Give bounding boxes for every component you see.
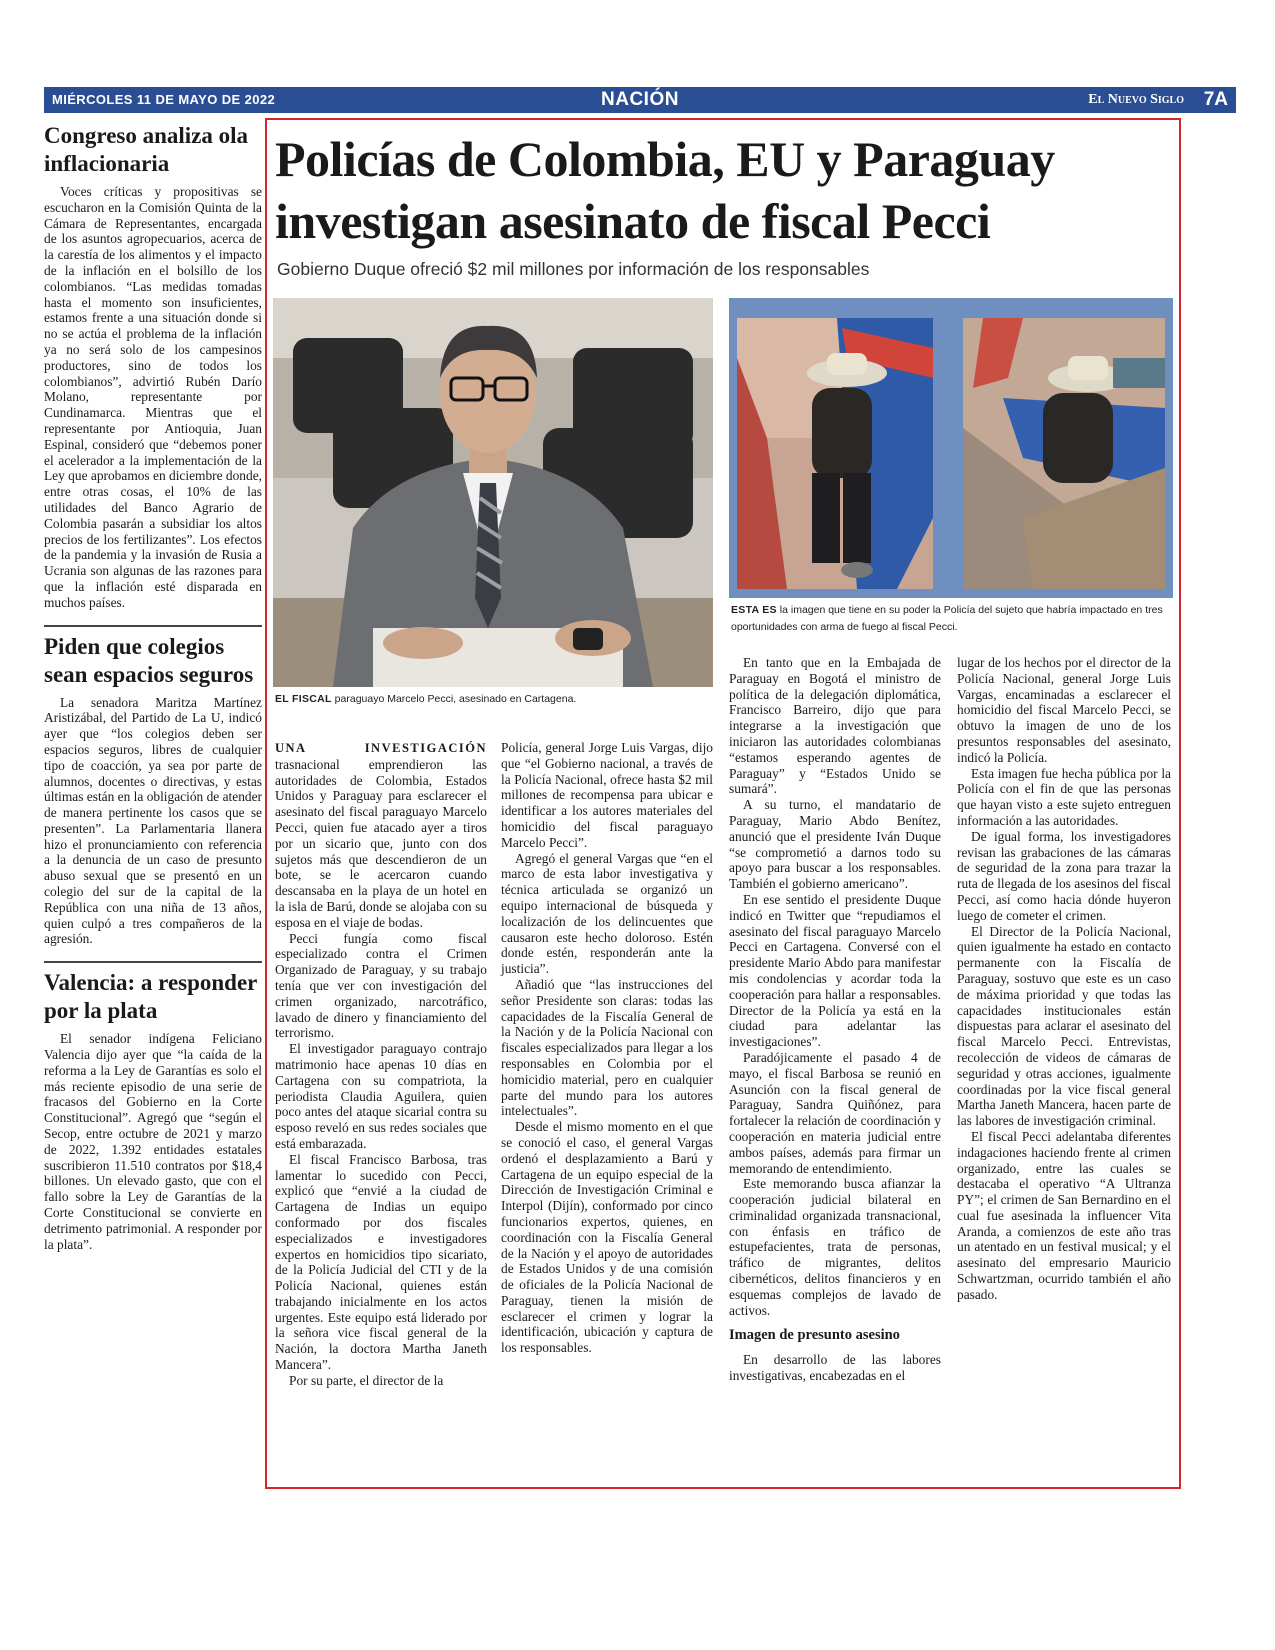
- page-header-bar: [44, 87, 1236, 113]
- article-paragraph: Añadió que “las instrucciones del señor Presidente son claras: todas las capacidades de la Fiscalía General de la Nación y de la Policía Nacional con fiscales especializados para llegar a los responsables en Colombia por el homicidio material, pero en cualquier parte del mundo para los autores intelectuales”.: [501, 976, 713, 1119]
- headline-line-2: investigan asesinato de fiscal Pecci: [275, 193, 991, 249]
- prosecutor-photo-caption: [275, 691, 715, 708]
- prosecutor-photo-illustration: [273, 298, 713, 687]
- article-paragraph: A su turno, el mandatario de Paraguay, Mario Abdo Benítez, anunció que el presidente Iván Duque “se comprometió a darnos todo su apoyo para buscar a los responsables. También el gobierno americano”.: [729, 797, 941, 892]
- article-column-2: [501, 740, 713, 1356]
- caption-text: la imagen que tiene en su poder la Policía del sujeto que habría impactado en tres oportunidades con arma de fuego al fiscal Pecci.: [731, 604, 1163, 633]
- lead-text: trasnacional emprendieron las autoridades de Colombia, Estados Unidos y Paraguay para esclarecer el asesinato del fiscal paraguayo Marcelo Pecci, quien fue atacado ayer a tiros por un sicario que, junto con dos sujetos más que descendieron de un bote, se le acercaron cuando descansaba en la playa de un hotel en la isla de Barú, donde se alojaba con su esposa en el viaje de bodas.: [275, 756, 487, 930]
- briefs-column: [44, 122, 262, 1258]
- article-paragraph: El fiscal Pecci adelantaba diferentes indagaciones haciendo frente al crimen organizado, entre las cuales se destacaba el operativo “A Ultranza PY”; el crimen de San Bernardino en el cual fue asesinada la influencer Vita Aranda, a comienzos de este año tras un atentado en un festival musical; y el asesinato del empresario Mauricio Schwartzman, ocurrido también el año pasado.: [957, 1128, 1171, 1302]
- brief-title: Congreso analiza ola inflacionaria: [44, 123, 249, 176]
- caption-kicker: ESTA ES: [731, 604, 777, 616]
- article-paragraph: El Director de la Policía Nacional, quien igualmente ha estado en contacto permanente con la Fiscalía de Paraguay, sostuvo que este es un caso de máxima prioridad y que todas las capacidades institucionales están dispuestas para aclarar el asesinato del fiscal Marcelo Pecci. Entrevistas, recolección de videos de cámaras de seguridad y otras acciones, igualmente coordinadas por la vice fiscal general Martha Janeth Mancera, hacen parte de las labores de investigación criminal.: [957, 923, 1171, 1129]
- article-paragraph: En ese sentido el presidente Duque indicó en Twitter que “repudiamos el asesinato del fiscal paraguayo Marcelo Pecci en Cartagena. Conversé con el presidente Mario Abdo para manifestar mis condolencias y acordar toda la cooperación para hallar a responsables. Director de la Policía ya está en la ciudad para adelantar las investigaciones”.: [729, 891, 941, 1050]
- article-paragraph: lugar de los hechos por el director de la Policía Nacional, general Jorge Luis Vargas, encaminadas a esclarecer el homicidio del fiscal Marcelo Pecci, se obtuvo la imagen de uno de los presuntos responsables del asesinato, indicó la Policía.: [957, 655, 1171, 765]
- article-paragraph: Paradójicamente el pasado 4 de mayo, el fiscal Barbosa se reunió en Asunción con la fiscal general de Paraguay, Sandra Quiñónez, para fortalecer la relación de coordinación y cooperación en materia judicial entre ambos países, además para firmar un memorando de entendimiento.: [729, 1049, 941, 1176]
- suspect-photos: [729, 298, 1173, 598]
- section-name: NACIÓN: [601, 89, 679, 110]
- brief-item: [44, 961, 262, 1258]
- brief-title: Valencia: a responder por la plata: [44, 970, 257, 1024]
- article-paragraph: Por su parte, el director de la: [289, 1372, 444, 1388]
- article-paragraph: En tanto que en la Embajada de Paraguay en Bogotá el ministro de política de la delegación diplomática, Francisco Barreiro, dijo que para integrarse a la investigación que iniciaron las autoridades colombianas “estamos esperando agentes de Paraguay” y “Estados Unido se sumará”.: [729, 655, 941, 797]
- brief-body: Voces críticas y propositivas se escucharon en la Comisión Quinta de la Cámara de Representantes, encargada de los asuntos agropecuarios, acerca de la carestía de los alimentos y el impacto de la inflación en el bolsillo de los colombianos. “Las medidas tomadas hasta el momento son insuficientes, estamos frente a una situación donde si no se actúa el problema de la inflación ya no será solo de los campesinos productores, sino de todos los colombianos”, advirtió Rubén Darío Molano, representante por Cundinamarca. Mientras que el representante por Antioquia, Juan Espinal, consideró que “debemos poner el acelerador a la implementación de la Ley que aprobamos en diciembre donde, entre otras cosas, el 10% de las utilidades del Banco Agrario de Colombia pasarán a subsidiar los altos precios de los fertilizantes”. Los efectos de la pandemia y la invasión de Rusia a Ucrania son algunas de las razones para que la inflación esté disparada en muchos países.: [44, 184, 262, 610]
- article-column-1: [275, 740, 487, 1389]
- headline-line-1: Policías de Colombia, EU y Paraguay: [275, 131, 1055, 187]
- article-column-4: [957, 655, 1171, 1303]
- prosecutor-photo: [273, 298, 713, 687]
- article-paragraph: Desde el mismo momento en el que se conoció el caso, el general Vargas ordenó el desplazamiento a Barú y Cartagena de un equipo especial de la Dirección de Investigación Criminal e Interpol (Dijín), conformado por cinco funcionarios expertos, quienes, en coordinación con la Fiscalía General de la Nación y el apoyo de autoridades de Estados Unidos y de una comisión de oficiales de la Policía Nacional de Paraguay, tienen la misión de esclarecer el crimen y lograr la identificación, ubicación y captura de los responsables.: [501, 1119, 713, 1356]
- page-number: 7A: [1203, 89, 1228, 110]
- article-paragraph: Esta imagen fue hecha pública por la Policía con el fin de que las personas que hayan visto a este sujeto entreguen información a las autoridades.: [957, 765, 1171, 828]
- caption-kicker: EL FISCAL: [275, 693, 332, 705]
- suspect-photos-caption: [731, 602, 1171, 636]
- issue-date: MIÉRCOLES 11 DE MAYO DE 2022: [52, 92, 276, 107]
- brief-item: [44, 122, 262, 617]
- article-paragraph: En desarrollo de las labores investigativas, encabezadas en el: [729, 1352, 941, 1384]
- brief-body: El senador indígena Feliciano Valencia dijo ayer que “la caída de la reforma a la Ley de Garantías es solo el más reciente episodio de una serie de fracasos del Gobierno en la Corte Constitucional”. Agregó que “según el Secop, entre octubre de 2021 y marzo de 2022, 1.392 entidades estatales suscribieron 11.510 contratos por $18,4 billones. Un elevado gasto, que con el fallo sobre la Ley de Garantías de la Corte Constitucional se convierte en detrimento patrimonial. A responder por la plata”.: [44, 1031, 262, 1252]
- article-paragraph: El investigador paraguayo contrajo matrimonio hace apenas 10 días en Cartagena con su compatriota, la periodista Claudia Aguilera, quien poco antes del ataque sicarial contra su esposo reveló en sus redes sociales que está embarazada.: [275, 1041, 487, 1151]
- article-paragraph: Pecci fungía como fiscal especializado contra el Crimen Organizado de Paraguay, y su trabajo tenía que ver con investigación del crimen organizado, narcotráfico, lavado de dinero y financiamiento del terrorismo.: [275, 930, 487, 1041]
- article-paragraph: Este memorando busca afianzar la cooperación judicial bilateral en criminalidad organizada transnacional, con énfasis en tráfico de estupefacientes, trata de personas, tráfico de migrantes, delitos cibernéticos, delitos financieros y en esquemas complejos de lavado de activos.: [729, 1176, 941, 1318]
- article-paragraph: Policía, general Jorge Luis Vargas, dijo que “el Gobierno nacional, a través de la Policía Nacional, ofrece hasta $2 mil millones de recompensa para ubicar e identificar a los autores materiales del homicidio del fiscal paraguayo Marcelo Pecci”.: [501, 740, 713, 850]
- article-subhead: Imagen de presunto asesino: [729, 1327, 900, 1344]
- suspect-photo-right: [963, 318, 1165, 589]
- article-subheadline: Gobierno Duque ofreció $2 mil millones por información de los responsables: [277, 259, 870, 279]
- article-paragraph: De igual forma, los investigadores revisan las grabaciones de las cámaras de seguridad de la zona para trazar la ruta de llegada de los asesinos del fiscal Pecci, así como hacia dónde huyeron luego de cometer el crimen.: [957, 828, 1171, 923]
- brief-item: [44, 625, 262, 954]
- article-paragraph: [275, 740, 487, 931]
- main-article: [265, 118, 1181, 1489]
- lead-kicker: UNA INVESTIGACIÓN: [275, 741, 487, 755]
- article-column-3: [729, 655, 941, 1384]
- suspect-photo-left: [737, 318, 933, 589]
- article-headline: [275, 128, 1165, 252]
- article-paragraph: Agregó el general Vargas que “en el marco de esta labor investigativa y técnica articulada se organizó un equipo internacional de búsqueda y localización de los delincuentes que causaron este hecho doloroso. Estén donde estén, responderán ante la justicia”.: [501, 850, 713, 977]
- brief-title: Piden que colegios sean espacios seguros: [44, 633, 254, 687]
- brief-body: La senadora Maritza Martínez Aristizábal, del Partido de La U, indicó ayer que “los colegios deben ser espacios seguros, libres de cualquier tipo de coacción, ya sea por parte de alumnos, docentes o directivas, y estas últimas están en la obligación de atender de manera pertinente los casos que se presenten”. La Parlamentaria llanera hizo el pronunciamiento con referencia a la denuncia de un caso de presunto abuso sexual que se presentó en un colegio del sur de la capital de la República con una niña de 13 años, quien culpó a tres compañeros de la agresión.: [44, 694, 262, 947]
- caption-text: paraguayo Marcelo Pecci, asesinado en Cartagena.: [331, 693, 577, 705]
- newspaper-name: El Nuevo Siglo: [1088, 92, 1184, 107]
- article-paragraph: El fiscal Francisco Barbosa, tras lamentar lo sucedido con Pecci, explicó que “envié a la ciudad de Cartagena de Indias un equipo conformado por dos fiscales especializados e investigadores expertos en homicidios tipo sicariato, de la Policía Judicial del CTI y de la Policía Nacional, quienes están trabajando inicialmente en los actos urgentes. Este equipo está liderado por la señora vice fiscal general de la Nación, la doctora Martha Janeth Mancera”.: [275, 1151, 487, 1373]
